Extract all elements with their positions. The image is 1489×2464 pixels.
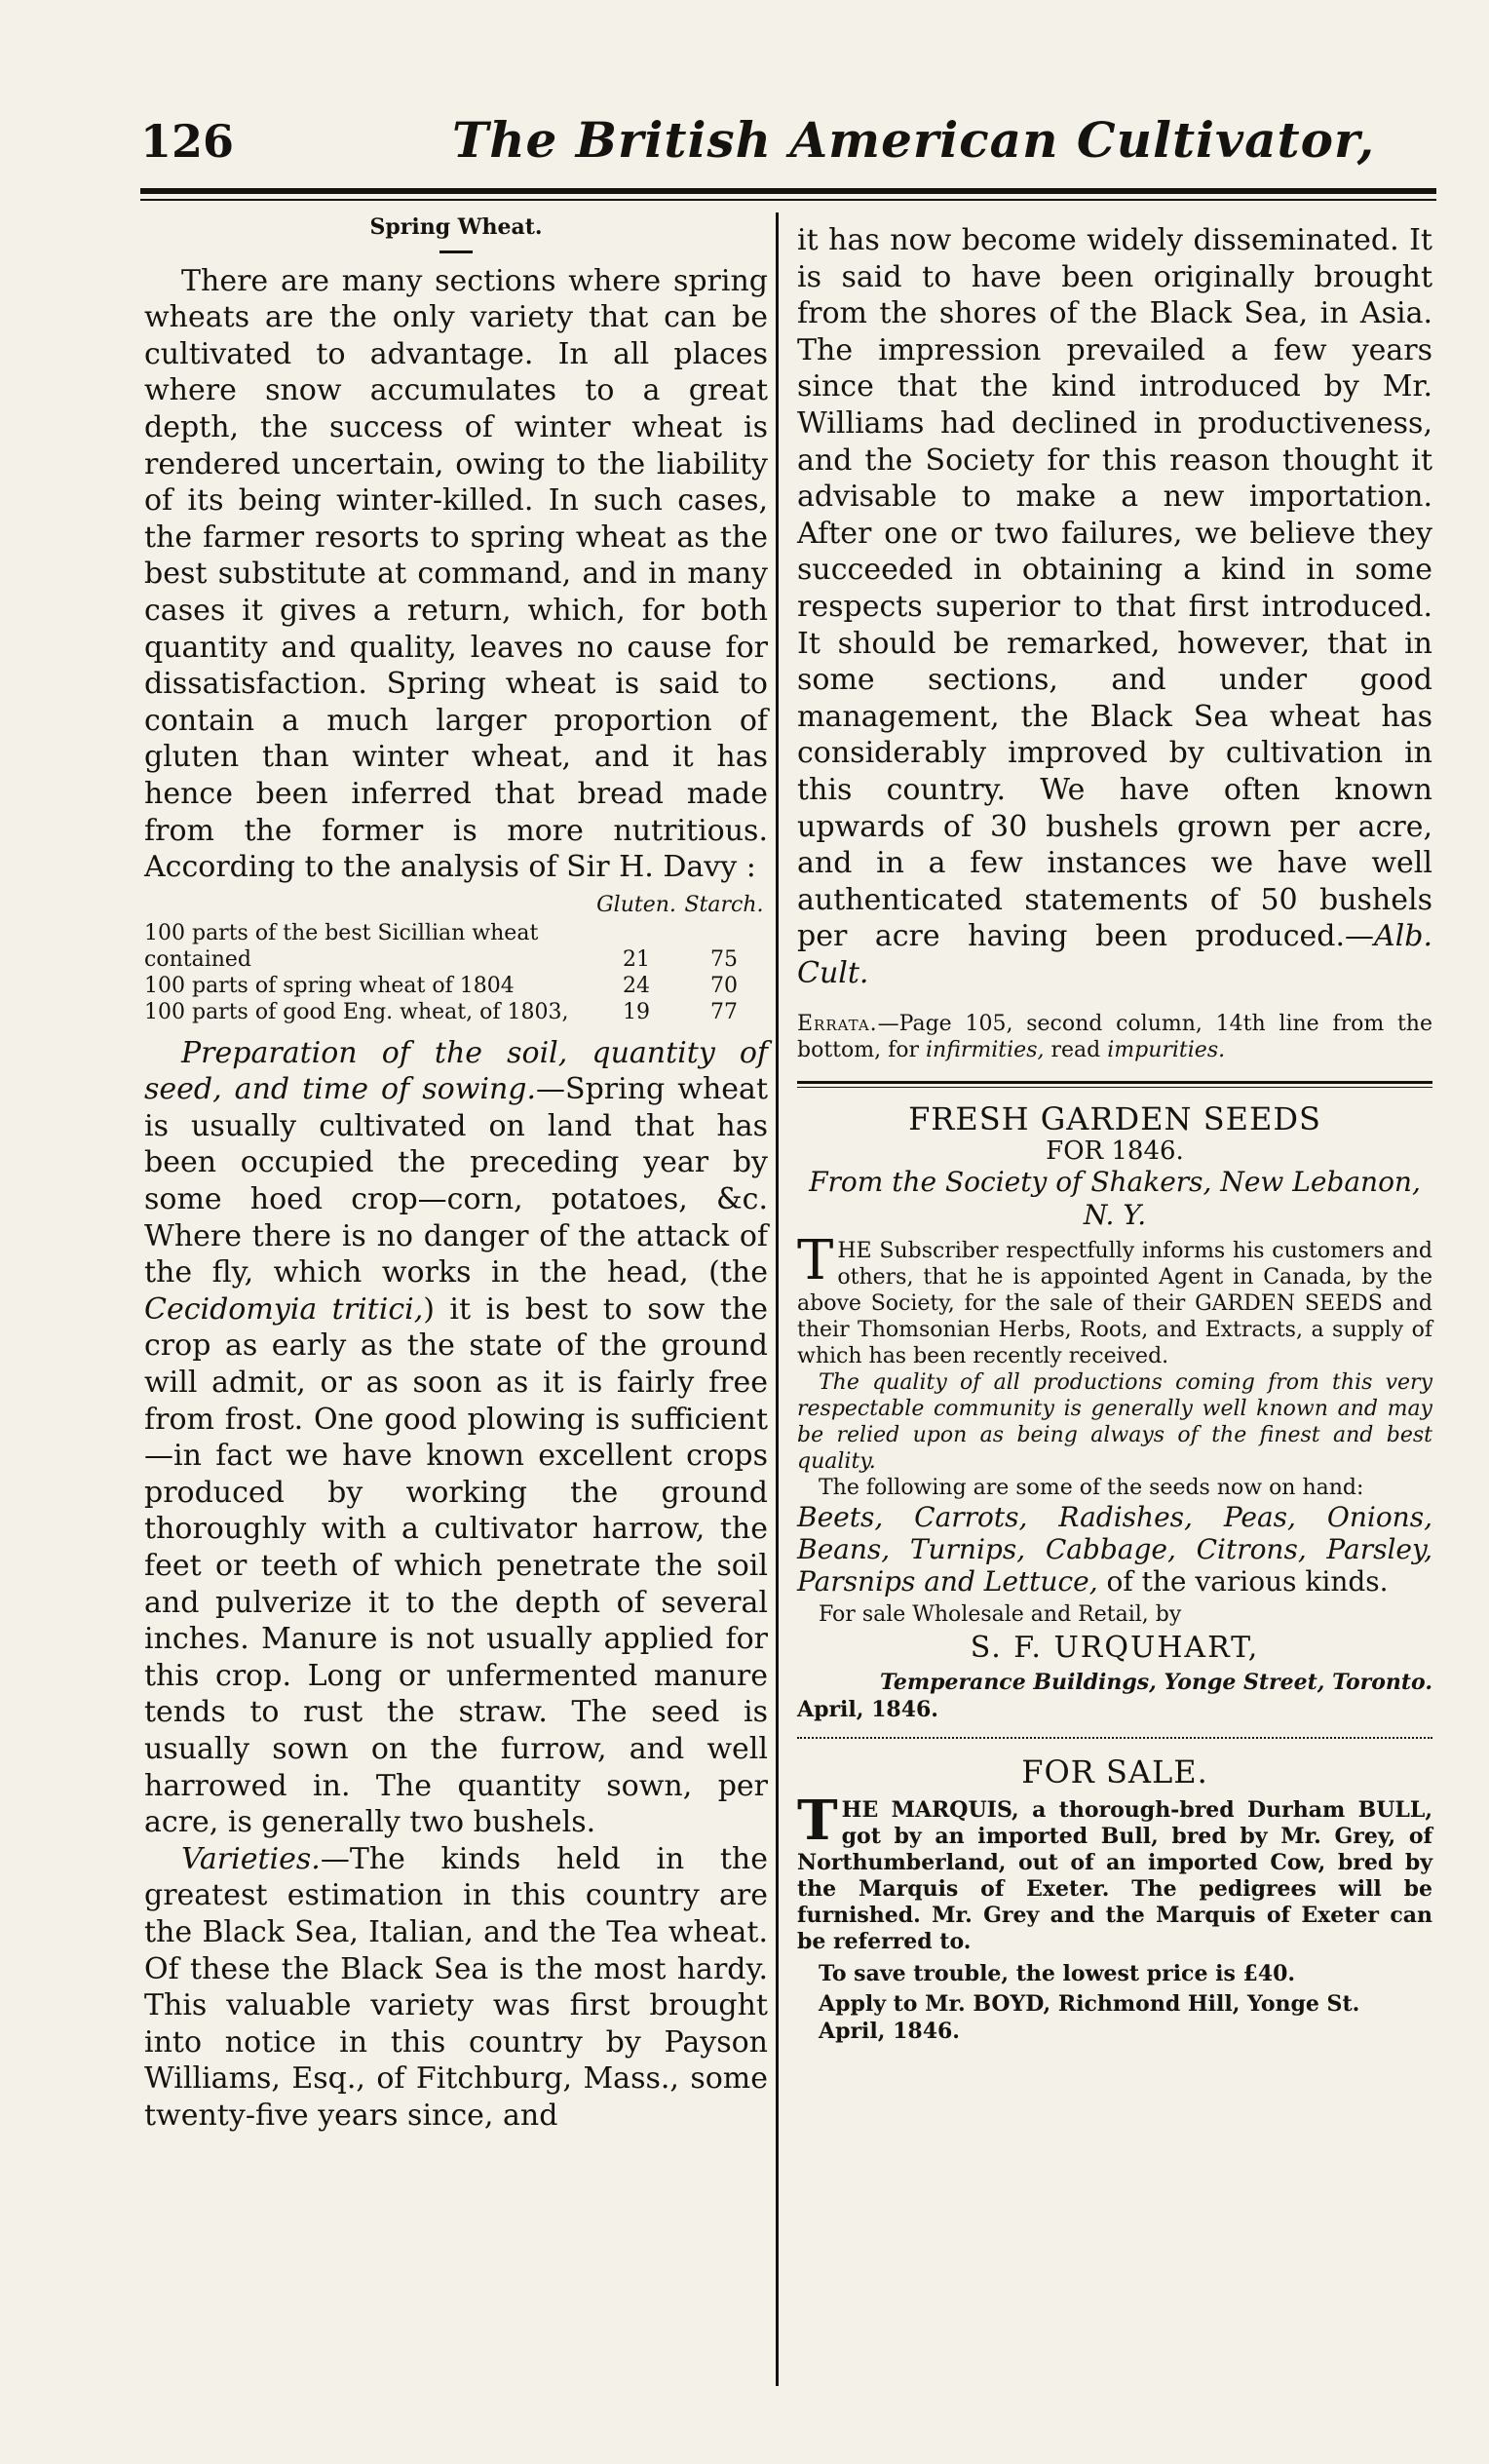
- table-header-gluten: Gluten.: [596, 892, 676, 917]
- paragraph-text: —The kinds held in the greatest estimation in this country are the Black Sea, Italian, and the Tea wheat. Of these the Black Sea is the most hardy. This valuable variety was first brought into notice in this country by Payson Williams, Esq., of Fitchburg, Mass., some twenty-five years since, and: [144, 1841, 768, 2133]
- table-cell-label: 100 parts of good Eng. wheat, of 1803,: [144, 999, 569, 1024]
- advert-price: To save trouble, the lowest price is £40.: [819, 1961, 1296, 1987]
- page-header: [140, 109, 1436, 177]
- subheading-preparation: Preparation of the soil, quantity of seed, and time of sowing.: [144, 1035, 768, 1107]
- advert-address: Temperance Buildings, Yonge Street, Toronto.: [879, 1670, 1432, 1696]
- errata-notice: [797, 1011, 1432, 1063]
- table-row: [144, 973, 768, 999]
- subheading-varieties: Varieties.: [181, 1841, 321, 1876]
- article-source: Alb. Cult.: [797, 919, 1432, 990]
- advert-title: FRESH GARDEN SEEDS: [908, 1100, 1321, 1138]
- article-paragraph-3: [144, 1841, 768, 2135]
- analysis-table: [144, 892, 768, 1025]
- table-cell-starch: 77: [710, 999, 738, 1024]
- advert-from-line: From the Society of Shakers, New Lebanon, N. Y.: [809, 1166, 1421, 1232]
- seed-names: Beets, Carrots, Radishes, Peas, Onions, Beans, Turnips, Cabbage, Citrons, Parsley, Parsnips and Lettuce,: [797, 1501, 1432, 1598]
- advert-text: HE MARQUIS, a thorough-bred Durham BULL, got by an imported Bull, bred by Mr. Grey, of Northumberland, out of an imported Cow, bred by the Marquis of Exeter. The pedigrees will be furnished. Mr. Grey and the Marquis of Exeter can be referred to.: [797, 1797, 1432, 1955]
- table-header-starch: Starch.: [684, 892, 764, 917]
- advert-subtitle: FOR 1846.: [1046, 1136, 1184, 1167]
- advert-body: [797, 1789, 1432, 1955]
- table-cell-starch: 70: [710, 973, 738, 998]
- errata-right-word: impurities.: [1107, 1038, 1226, 1063]
- advert-seed-list: [797, 1501, 1432, 1598]
- table-row: [144, 920, 768, 973]
- page-number: 126: [140, 115, 235, 168]
- paragraph-text: —Spring wheat is usually cultivated on land that has been occupied the preceding year by some hoed crop—corn, potatoes, &c. Where there is no danger of the attack of the fly, which works in the head, (the: [144, 1072, 769, 1290]
- advert-text: HE Subscriber respectfully informs his customers and others, that he is appointed Agent in Canada, by the above Society, for the sale of their GARDEN SEEDS and their Thomsonian Herbs, Roots, and Extracts, a supply of which has been recently received.: [797, 1239, 1432, 1369]
- article-paragraph-2: [144, 1035, 768, 1841]
- table-cell-starch: 75: [710, 946, 738, 972]
- paragraph-text: it has now become widely disseminated. It is said to have been originally brought from the shores of the Black Sea, in Asia. The impression prevailed a few years since that the kind introduced by Mr. Williams had declined in productiveness, and the Society for this reason thought it advisable to make a new importation. After one or two failures, we believe they succeeded in obtaining a kind in some respects superior to that first introduced. It should be remarked, however, that in some sections, and under good management, the Black Sea wheat has considerably improved by cultivation in this country. We have often known upwards of 30 bushels grown per acre, and in a few instances we have well authenticated statements of 50 bushels per acre having been produced.—: [797, 223, 1432, 954]
- table-header-row: [144, 892, 768, 920]
- advert-rule-thin: [797, 1087, 1432, 1088]
- running-title: The British American Cultivator,: [452, 111, 1376, 169]
- header-rule-thin: [140, 199, 1436, 201]
- article-title: Spring Wheat.: [369, 214, 543, 240]
- advert-date: April, 1846.: [797, 1697, 938, 1723]
- advert-title: FOR SALE.: [1021, 1753, 1208, 1791]
- advert-rule: [797, 1081, 1432, 1084]
- seed-list-tail: of the various kinds.: [1097, 1565, 1389, 1598]
- errata-label: Errata.: [797, 1012, 878, 1037]
- left-column: [144, 210, 768, 2135]
- table-cell-gluten: 21: [623, 946, 650, 972]
- article-paragraph-1: There are many sections where spring wheats are the only variety that can be cultivated to advantage. In all places where snow accumulates to a great depth, the success of winter wheat is rendered uncertain, owing to the liability of its being winter-killed. In such cases, the farmer resorts to spring wheat as the best substitute at command, and in many cases it gives a return, which, for both quantity and quality, leaves no cause for dissatisfaction. Spring wheat is said to contain a much larger proportion of gluten than winter wheat, and it has hence been inferred that bread made from the former is more nutritious. According to the analysis of Sir H. Davy :: [144, 263, 768, 885]
- advert-date: April, 1846.: [819, 2019, 960, 2045]
- advert-quality: The quality of all productions coming from this very respectable community is generally well known and may be relied upon as being always of the finest and best quality.: [797, 1370, 1432, 1475]
- advert-apply: Apply to Mr. BOYD, Richmond Hill, Yonge St.: [819, 1991, 1360, 2018]
- advert-separator: [797, 1737, 1432, 1745]
- right-column: [797, 222, 1432, 2045]
- column-divider: [776, 212, 779, 2386]
- header-rule: [140, 188, 1436, 194]
- advert-body: [797, 1229, 1432, 1369]
- paragraph-text: ) it is best to sow the crop as early as the state of the ground will admit, or as soon as it is fairly free from frost. One good plowing is sufficient—in fact we have known excellent crops produced by working the ground thoroughly with a cultivator harrow, the feet or teeth of which penetrate the soil and pulverize it to the depth of several inches. Manure is not usually applied for this crop. Long or unfermented manure tends to rust the straw. The seed is usually sown on the furrow, and well harrowed in. The quantity sown, per acre, is generally two bushels.: [144, 1291, 769, 1840]
- title-rule: [439, 250, 473, 253]
- errata-text: —Page 105, second column, 14th line from the bottom, for: [797, 1012, 1432, 1063]
- advert-seller: S. F. URQUHART,: [970, 1631, 1260, 1666]
- species-name: Cecidomyia tritici,: [144, 1291, 424, 1327]
- table-cell-gluten: 24: [623, 973, 650, 998]
- table-cell-label: 100 parts of the best Sicillian wheat contained: [144, 920, 539, 972]
- table-cell-label: 100 parts of spring wheat of 1804: [144, 973, 515, 998]
- table-cell-gluten: 19: [623, 999, 650, 1024]
- table-row: [144, 999, 768, 1025]
- errata-read: read: [1044, 1038, 1108, 1063]
- advert-seeds-intro: The following are some of the seeds now on hand:: [819, 1476, 1364, 1501]
- errata-wrong-word: infirmities,: [926, 1038, 1045, 1063]
- advert-sale-line: For sale Wholesale and Retail, by: [819, 1602, 1182, 1628]
- advert-for-sale: [797, 1754, 1432, 2045]
- advert-garden-seeds: [797, 1101, 1432, 1723]
- article-continuation: [797, 222, 1432, 991]
- drop-cap: T: [797, 1789, 838, 1854]
- drop-cap: T: [797, 1229, 834, 1293]
